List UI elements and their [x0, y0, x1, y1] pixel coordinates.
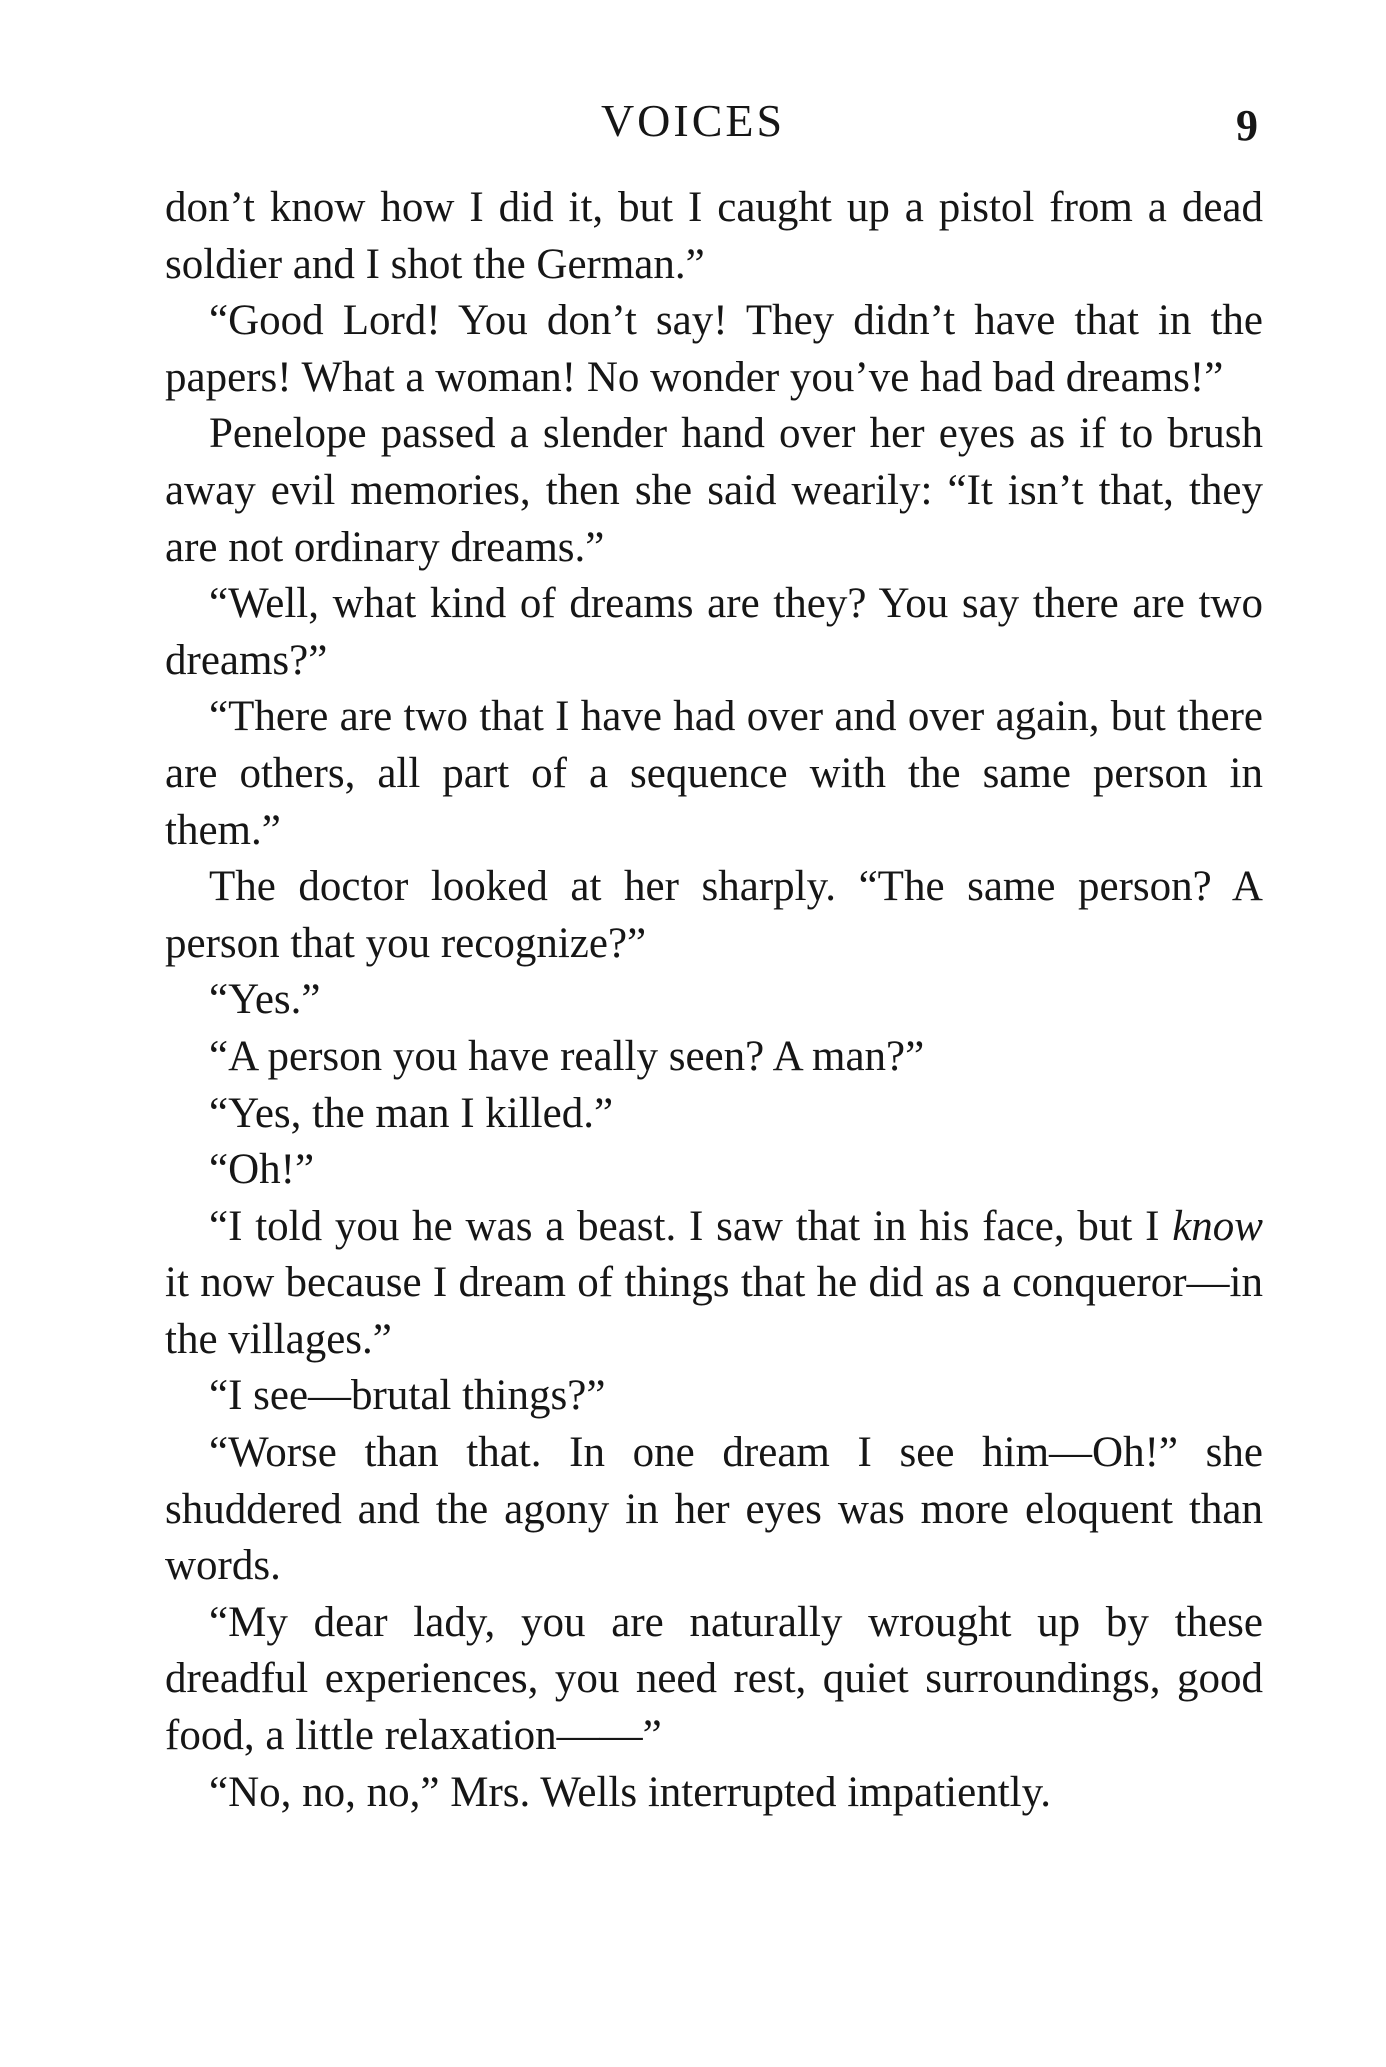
paragraph: “Good Lord! You don’t say! They didn’t have that in the papers! What a woman! No wonder you’ve had bad dreams!”	[165, 297, 1263, 401]
paragraph: “Oh!”	[209, 1146, 315, 1194]
running-title: VOICES	[600, 95, 786, 146]
paragraph: don’t know how I did it, but I caught up a pistol from a dead soldier and I shot the German.”	[165, 184, 1263, 288]
emphasized-word: know	[1172, 1202, 1263, 1250]
paragraph: Penelope passed a slender hand over her eyes as if to brush away evil memories, then she said wearily: “It isn’t that, they are not ordinary dreams.”	[165, 410, 1263, 571]
page-number: 9	[1236, 101, 1258, 150]
paragraph	[165, 1199, 1263, 1369]
paragraph: “I see—brutal things?”	[209, 1372, 606, 1420]
paragraph: “No, no, no,” Mrs. Wells interrupted impatiently.	[209, 1768, 1052, 1816]
paragraph: The doctor looked at her sharply. “The same person? A person that you recognize?”	[165, 863, 1263, 967]
paragraph: “A person you have really seen? A man?”	[209, 1032, 925, 1080]
paragraph: “Worse than that. In one dream I see him—Oh!” she shuddered and the agony in her eyes was more eloquent than words.	[165, 1429, 1263, 1590]
paragraph: “My dear lady, you are naturally wrought up by these dreadful experiences, you need rest, quiet surroundings, good food, a little relaxation——”	[165, 1598, 1263, 1760]
paragraph-text: it now because I dream of things that he did as a conqueror—in the villages.”	[165, 1259, 1263, 1363]
paragraph: “Yes, the man I killed.”	[209, 1089, 614, 1137]
paragraph: “Yes.”	[209, 976, 321, 1024]
body-text	[165, 180, 1263, 1821]
paragraph: “Well, what kind of dreams are they? You say there are two dreams?”	[165, 580, 1263, 684]
paragraph-text: “I told you he was a beast. I saw that in his face, but I	[209, 1202, 1173, 1250]
paragraph: “There are two that I have had over and over again, but there are others, all part of a sequence with the same person in them.”	[165, 693, 1263, 854]
